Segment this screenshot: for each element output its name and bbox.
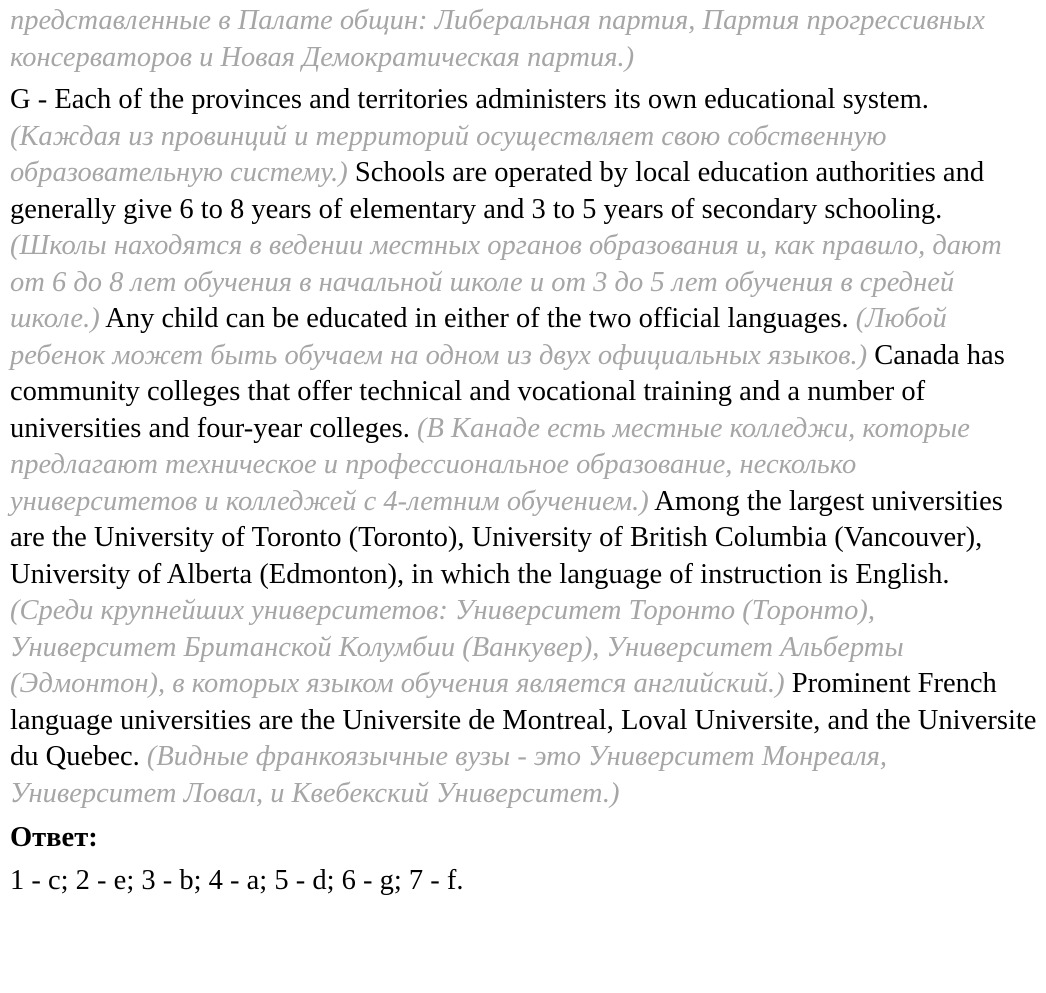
answer-key: 1 - c; 2 - e; 3 - b; 4 - a; 5 - d; 6 - g; 7 - f. (10, 864, 464, 896)
source-text: Schools are operated by local education authorities and generally give 6 to 8 years of elementary and 3 to 5 years of secondary schooling. (10, 157, 985, 225)
translation-text: (Каждая из провинций и территорий осуществляет свою собственную образовательную систему.) (10, 120, 887, 188)
source-text: Canada has community colleges that offer technical and vocational training and a number of universities and four-year colleges. (10, 339, 1005, 444)
translation-text: (Школы находятся в ведении местных органов образования и, как правило, дают от 6 до 8 лет обучения в начальной школе и от 3 до 5 лет обучения в средней школе.) (10, 230, 1002, 334)
source-text: G - Each of the provinces and territories administers its own educational system. (10, 84, 929, 115)
translation-text: (Любой ребенок может быть обучаем на одном из двух официальных языков.) (10, 303, 947, 371)
document-page (10, 3, 1040, 899)
translation-text: представленные в Палате общин: Либеральная партия, Партия прогрессивных консерваторов и Новая Демократическая партия.) (10, 5, 985, 73)
paragraph-g (10, 82, 1040, 812)
translation-text: (Видные франкоязычные вузы - это Университет Монреаля, Университет Ловал, и Квебекский Университет.) (10, 741, 888, 809)
answer-heading: Ответ: (10, 822, 98, 853)
source-text: Prominent French language universities are the Universite de Montreal, Loval Universite, and the Universite du Quebec. (10, 668, 1037, 772)
source-text: Among the largest universities are the University of Toronto (Toronto), University of British Columbia (Vancouver), University of Alberta (Edmonton), in which the language of instruction is English. (10, 485, 1003, 590)
source-text: Any child can be educated in either of the two official languages. (105, 303, 849, 334)
translation-text: (В Канаде есть местные колледжи, которые предлагают техническое и профессиональное образование, несколько университетов и колледжей с 4-летним обучением.) (10, 412, 970, 517)
paragraph-continuation (10, 3, 1040, 76)
translation-text: (Среди крупнейших университетов: Университет Торонто (Торонто), Университет Британской Колумбии (Ванкувер), Университет Альберты (Эдмонтон), в которых языком обучения является английский.) (10, 595, 904, 699)
